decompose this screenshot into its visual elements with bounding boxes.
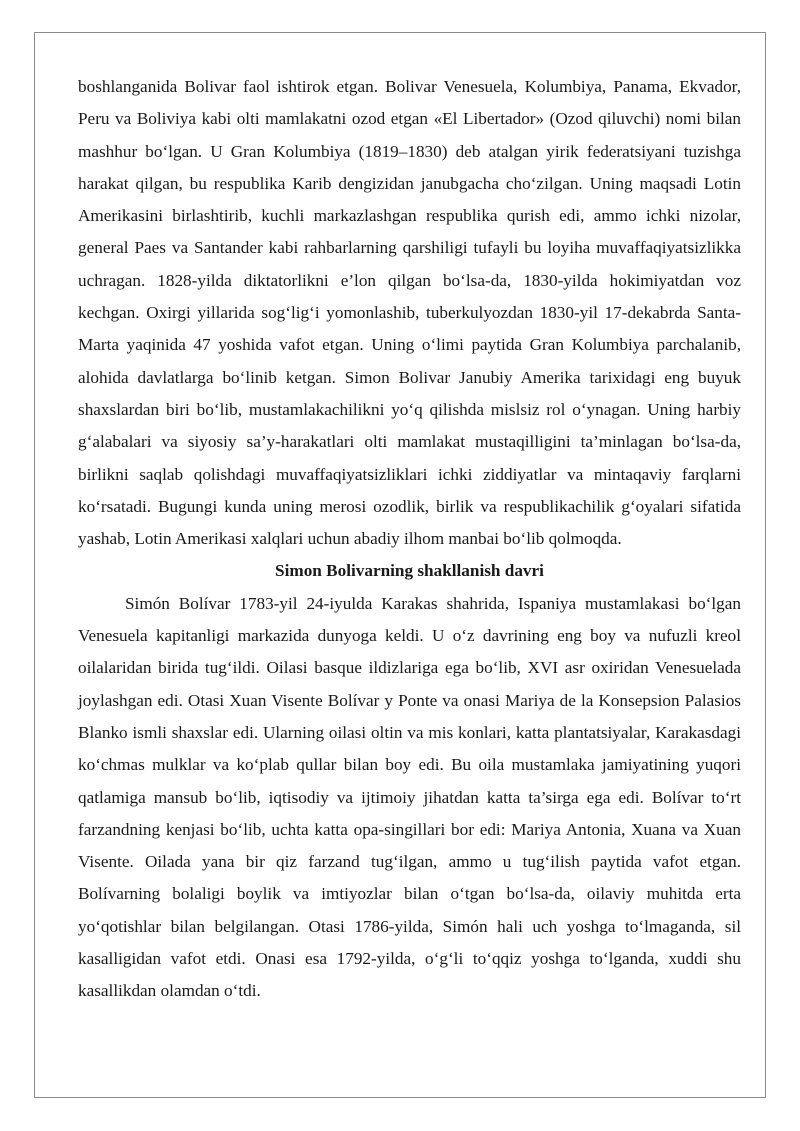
document-body xyxy=(78,71,741,1008)
paragraph: Simón Bolívar 1783-yil 24-iyulda Karakas shahrida, Ispaniya mustamlakasi bo‘lgan Venesuela kapitanligi markazida dunyoga keldi. U o‘z davrining eng boy va nufuzli kreol oilalaridan birida tug‘ildi. Oilasi basque ildizlariga ega bo‘lib, XVI asr oxiridan Venesuelada joylashgan edi. Otasi Xuan Visente Bolívar y Ponte va onasi Mariya de la Konsepsion Palasios Blanko ismli shaxslar edi. Ularning oilasi oltin va mis konlari, katta plantatsiyalar, Karakasdagi ko‘chmas mulklar va ko‘plab qullar bilan boy edi. Bu oila mustamlaka jamiyatining yuqori qatlamiga mansub bo‘lib, iqtisodiy va ijtimoiy jihatdan katta ta’sirga ega edi. Bolívar to‘rt farzandning kenjasi bo‘lib, uchta katta opa-singillari bor edi: Mariya Antonia, Xuana va Xuan Visente. Oilada yana bir qiz farzand tug‘ilgan, ammo u tug‘ilish paytida vafot etgan. Bolívarning bolaligi boylik va imtiyozlar bilan o‘tgan bo‘lsa-da, oilaviy muhitda erta yo‘qotishlar bilan belgilangan. Otasi 1786-yilda, Simón hali uch yoshga to‘lmaganda, sil kasalligidan vafot etdi. Onasi esa 1792-yilda, o‘g‘li to‘qqiz yoshga to‘lganda, xuddi shu kasallikdan olamdan o‘tdi. xyxy=(78,593,741,1001)
section-heading: Simon Bolivarning shakllanish davri xyxy=(275,561,544,581)
paragraph: boshlanganida Bolivar faol ishtirok etgan. Bolivar Venesuela, Kolumbiya, Panama, Ekvador, Peru va Boliviya kabi olti mamlakatni ozod etgan «El Libertador» (Ozod qiluvchi) nomi bilan mashhur bo‘lgan. U Gran Kolumbiya (1819–1830) deb atalgan yirik federatsiyani tuzishga harakat qilgan, bu respublika Karib dengizidan janubgacha cho‘zilgan. Uning maqsadi Lotin Amerikasini birlashtirib, kuchli markazlashgan respublika qurish edi, ammo ichki nizolar, general Paes va Santander kabi rahbarlarning qarshiligi tufayli bu loyiha muvaffaqiyatsizlikka uchragan. 1828-yilda diktatorlikni e’lon qilgan bo‘lsa-da, 1830-yilda hokimiyatdan voz kechgan. Oxirgi yillarida sog‘lig‘i yomonlashib, tuberkulyozdan 1830-yil 17-dekabrda Santa-Marta yaqinida 47 yoshida vafot etgan. Uning o‘limi paytida Gran Kolumbiya parchalanib, alohida davlatlarga bo‘linib ketgan. Simon Bolivar Janubiy Amerika tarixidagi eng buyuk shaxslardan biri bo‘lib, mustamlakachilikni yo‘q qilishda mislsiz rol o‘ynagan. Uning harbiy g‘alabalari va siyosiy sa’y-harakatlari olti mamlakat mustaqilligini ta’minlagan bo‘lsa-da, birlikni saqlab qolishdagi muvaffaqiyatsizliklari ichki ziddiyatlar va mintaqaviy farqlarni ko‘rsatadi. Bugungi kunda uning merosi ozodlik, birlik va respublikachilik g‘oyalari sifatida yashab, Lotin Amerikasi xalqlari uchun abadiy ilhom manbai bo‘lib qolmoqda. xyxy=(78,77,741,549)
